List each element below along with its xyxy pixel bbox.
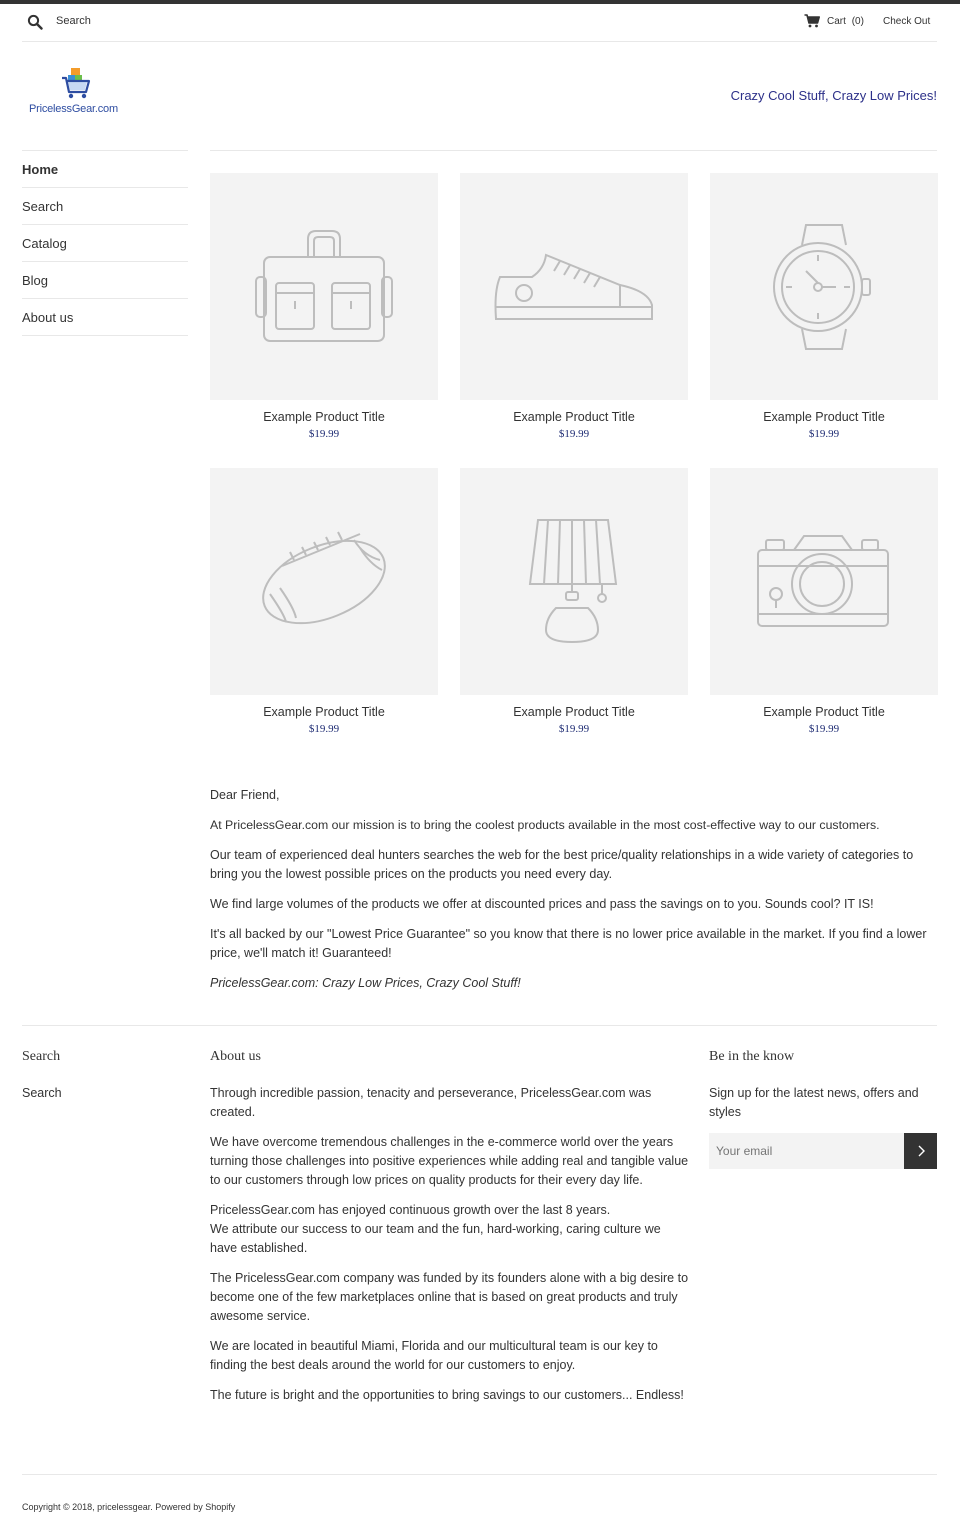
product-price: $19.99: [308, 723, 340, 735]
lamp-icon: [460, 468, 688, 695]
tagline: Crazy Cool Stuff, Crazy Low Prices!: [730, 88, 937, 103]
product-card[interactable]: [460, 173, 688, 440]
footer-about-title: About us: [210, 1049, 261, 1064]
product-card[interactable]: [460, 468, 688, 735]
search-input[interactable]: Search: [56, 15, 91, 27]
sidebar-item-catalog[interactable]: Catalog: [22, 224, 188, 261]
content-divider: [210, 150, 937, 151]
about-paragraph: Through incredible passion, tenacity and perseverance, PricelessGear.com was created.: [210, 1086, 652, 1119]
product-price: $19.99: [808, 723, 840, 735]
footer-search-title: Search: [22, 1049, 61, 1064]
letter-signoff: PricelessGear.com: Crazy Low Prices, Crazy Cool Stuff!: [210, 976, 521, 990]
cart-link[interactable]: [827, 16, 864, 27]
about-paragraph: The PricelessGear.com company was funded by its founders alone with a big desire to become one of the few marketplaces online that is based on great products and truly awesome service.: [210, 1271, 689, 1323]
footer-newsletter-title: Be in the know: [709, 1049, 795, 1064]
top-bar: [22, 4, 937, 42]
chevron-right-icon: [917, 1145, 925, 1157]
sidebar-item-blog[interactable]: Blog: [22, 261, 188, 298]
newsletter-text: Sign up for the latest news, offers and styles: [709, 1086, 919, 1119]
product-title[interactable]: Example Product Title: [763, 410, 885, 424]
product-card[interactable]: [210, 173, 438, 440]
footer-search-link[interactable]: Search: [22, 1086, 62, 1100]
about-line: We attribute our success to our team and the fun, hard-working, caring culture we have established.: [210, 1222, 661, 1255]
product-price: $19.99: [808, 428, 840, 440]
product-card[interactable]: [210, 468, 438, 735]
product-image[interactable]: [210, 173, 438, 400]
product-title[interactable]: Example Product Title: [513, 410, 635, 424]
about-paragraph: The future is bright and the opportunities to bring savings to our customers... Endless!: [210, 1388, 684, 1402]
checkout-link[interactable]: Check Out: [883, 16, 931, 27]
letter-paragraph: At PricelessGear.com our mission is to bring the coolest products available in the most cost-effective way to our customers.: [210, 818, 880, 832]
letter-greeting: Dear Friend,: [210, 788, 280, 802]
footer-divider: [22, 1025, 937, 1026]
sidebar-nav: [22, 150, 188, 336]
about-line: PricelessGear.com has enjoyed continuous growth over the last 8 years.: [210, 1203, 611, 1217]
cart-label: Cart: [827, 16, 846, 27]
sidebar-item-search[interactable]: Search: [22, 187, 188, 224]
sidebar-item-about-us[interactable]: About us: [22, 298, 188, 335]
product-image[interactable]: [710, 468, 938, 695]
product-price: $19.99: [558, 428, 590, 440]
logo-text: PricelessGear.com: [29, 103, 118, 115]
cart-icon[interactable]: [804, 14, 820, 28]
about-paragraph: We have overcome tremendous challenges in the e-commerce world over the years turning those challenges into positive experiences while adding real and tangible value to our customers through low prices on quality products for their every day life.: [210, 1135, 689, 1187]
product-title[interactable]: Example Product Title: [263, 705, 385, 719]
product-title[interactable]: Example Product Title: [763, 705, 885, 719]
product-image[interactable]: [210, 468, 438, 695]
sidebar-item-home[interactable]: Home: [22, 150, 188, 187]
email-field[interactable]: [709, 1133, 904, 1169]
cart-count: (0): [851, 16, 864, 27]
about-paragraph: We are located in beautiful Miami, Florida and our multicultural team is our key to finding the best deals around the world for our customers to enjoy.: [210, 1339, 658, 1372]
letter-paragraph: Our team of experienced deal hunters searches the web for the best price/quality relationships in a wide variety of categories to bring you the lowest possible prices on the products you need every day.: [210, 848, 914, 881]
product-price: $19.99: [308, 428, 340, 440]
copyright-text: Copyright © 2018, pricelessgear. Powered by Shopify: [22, 1502, 236, 1512]
product-image[interactable]: [460, 468, 688, 695]
shoe-icon: [460, 173, 688, 400]
bottom-divider: [22, 1474, 937, 1475]
product-title[interactable]: Example Product Title: [263, 410, 385, 424]
letter-paragraph: We find large volumes of the products we offer at discounted prices and pass the savings on to you. Sounds cool? IT IS!: [210, 897, 874, 911]
footer-about-text: [210, 1084, 690, 1416]
site-logo[interactable]: [28, 66, 128, 118]
product-image[interactable]: [710, 173, 938, 400]
about-paragraph: [210, 1201, 690, 1258]
camera-icon: [710, 468, 938, 695]
bag-icon: [210, 173, 438, 400]
product-title[interactable]: Example Product Title: [513, 705, 635, 719]
watch-icon: [710, 173, 938, 400]
football-icon: [210, 468, 438, 695]
letter-paragraph: It's all backed by our "Lowest Price Guarantee" so you know that there is no lower price available in the market. If you find a lower price, we'll match it! Guaranteed!: [210, 927, 927, 960]
product-card[interactable]: [710, 468, 938, 735]
logo-cart-icon: [60, 66, 92, 100]
sidebar-divider: [22, 335, 188, 336]
welcome-letter: [210, 786, 940, 1004]
product-price: $19.99: [558, 723, 590, 735]
product-card[interactable]: [710, 173, 938, 440]
subscribe-button[interactable]: [904, 1133, 937, 1169]
product-image[interactable]: [460, 173, 688, 400]
search-icon[interactable]: [27, 14, 43, 30]
